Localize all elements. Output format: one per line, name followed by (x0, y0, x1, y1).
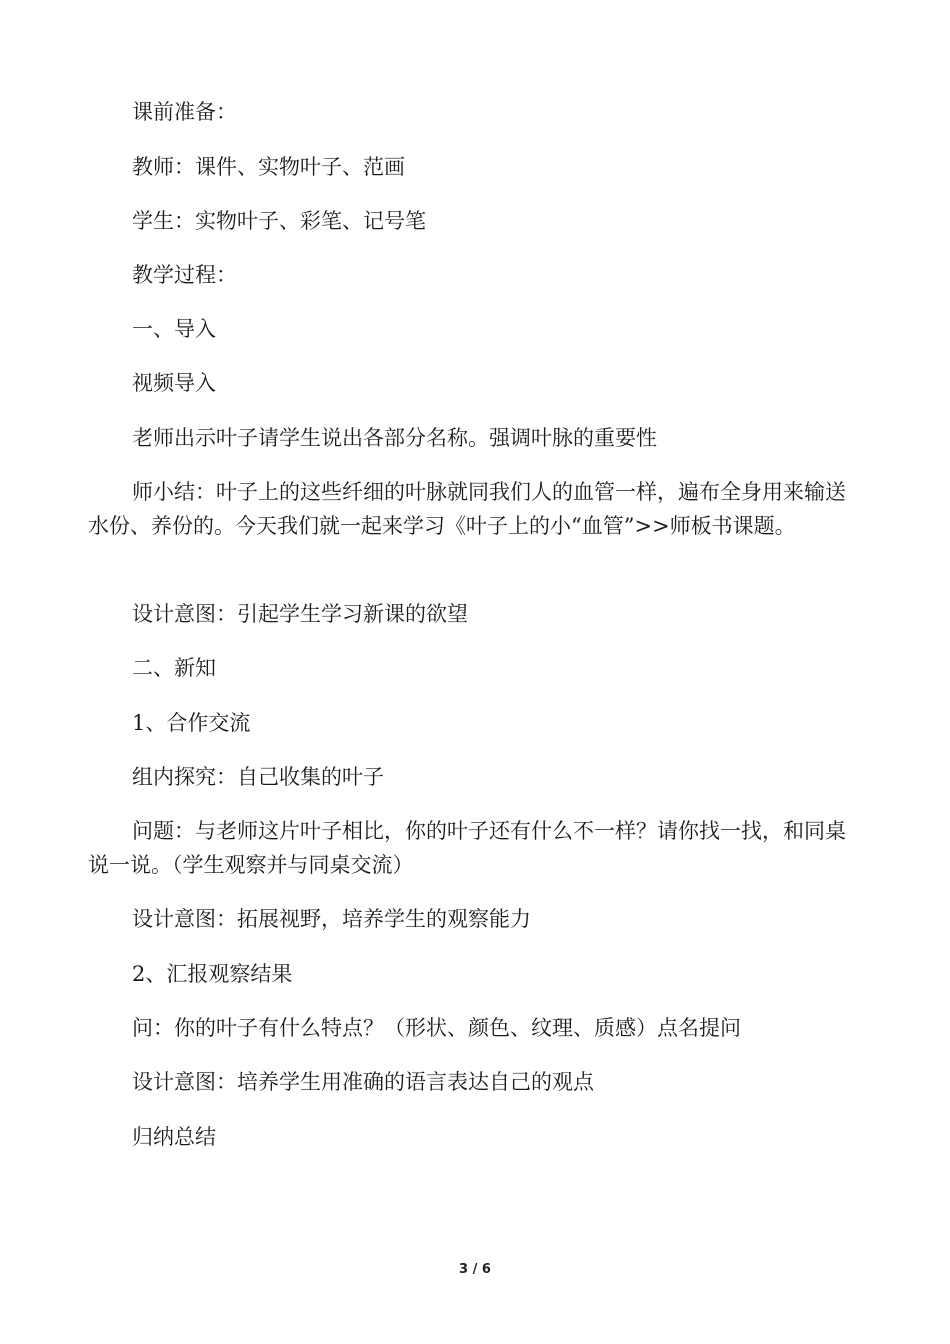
paragraph-section-new: 二、新知 (132, 656, 216, 680)
paragraph-teacher-summary: 师小结：叶子上的这些纤细的叶脉就同我们人的血管一样，遍布全身用来输送水份、养份的。今天我们就一起来学习《叶子上的小“血管”>>师板书课题。 (88, 480, 846, 538)
paragraph-design-intent-3: 设计意图：培养学生用准确的语言表达自己的观点 (132, 1070, 594, 1094)
paragraph-teacher-materials: 教师：课件、实物叶子、范画 (132, 155, 405, 179)
paragraph-question: 问题：与老师这片叶子相比，你的叶子还有什么不一样？请你找一找，和同桌说一说。（学生观察并与同桌交流） (88, 819, 846, 877)
paragraph-design-intent-2: 设计意图：拓展视野，培养学生的观察能力 (132, 907, 531, 931)
page-number: 3 / 6 (459, 1262, 491, 1277)
paragraph-summary: 归纳总结 (132, 1125, 216, 1149)
paragraph-cooperation: 1、合作交流 (132, 711, 251, 735)
paragraph-student-materials: 学生：实物叶子、彩笔、记号笔 (132, 209, 426, 233)
paragraph-section-intro: 一、导入 (132, 317, 216, 341)
paragraph-video-intro: 视频导入 (132, 371, 216, 395)
paragraph-group-inquiry: 组内探究：自己收集的叶子 (132, 765, 384, 789)
paragraph-preparation-heading: 课前准备： (132, 100, 237, 124)
paragraph-ask-features: 问：你的叶子有什么特点？（形状、颜色、纹理、质感）点名提问 (132, 1016, 741, 1040)
paragraph-process-heading: 教学过程： (132, 263, 237, 287)
paragraph-report-results: 2、汇报观察结果 (132, 962, 293, 986)
paragraph-show-leaf: 老师出示叶子请学生说出各部分名称。强调叶脉的重要性 (132, 426, 657, 450)
paragraph-design-intent-1: 设计意图：引起学生学习新课的欲望 (132, 602, 468, 626)
